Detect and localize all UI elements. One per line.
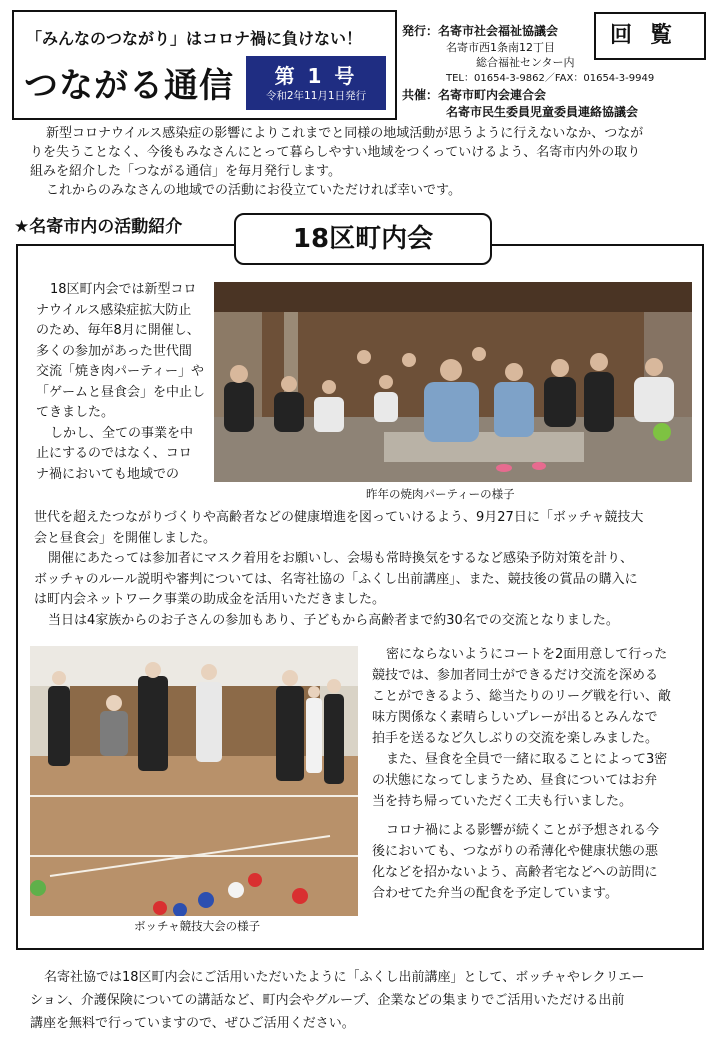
text-line: のため、毎年8月に開催し、 (36, 323, 200, 338)
text-line: 後においても、つながりの希薄化や健康状態の悪 (372, 844, 659, 859)
issuer-name: 名寄市社会福祉協議会 (438, 24, 559, 38)
bbq-party-illustration (214, 282, 692, 482)
text-line: 交流「焼き肉パーティー」や (36, 364, 204, 379)
intro-line-1: 新型コロナウイルス感染症の影響によりこれまでと同様の地域活動が思うように行えないなか、つなが (46, 126, 644, 141)
slogan: 「みんなのつながり」はコロナ禍に負けない！ (26, 29, 363, 48)
cosponsor-1: 名寄市町内会連合会 (438, 88, 547, 102)
issuer-label: 発行： (402, 24, 439, 38)
phone-fax: TEL：01654-3-9862／FAX：01654-3-9949 (446, 73, 655, 84)
text-line: 止にするのではなく、コロ (36, 446, 192, 461)
text-line: 講座を無料で行っていますので、ぜひご活用ください。 (30, 1016, 355, 1031)
text-line: 拍手を送るなど久しぶりの交流を楽しみました。 (372, 731, 659, 746)
cosponsor-label: 共催： (402, 88, 439, 102)
text-line: 多くの参加があった世代間 (36, 343, 192, 359)
text-line: 当を持ち帰っていただく工夫も行いました。 (372, 794, 633, 809)
article-full-width (34, 508, 702, 631)
text-line: は町内会ネットワーク事業の助成金を活用いただきました。 (34, 592, 386, 607)
text-line: 世代を超えたつながりづくりや高齢者などの健康増進を図っていけるよう、9月27日に「ボッチャ競技大 (34, 510, 644, 525)
article-tab-title: 18区町内会 (234, 213, 492, 265)
text-line: ことができるよう、総当たりのリーグ戦を行い、敵 (372, 689, 672, 704)
address-line2: 総合福祉センター内 (476, 56, 575, 69)
text-line: てきました。 (36, 405, 115, 420)
text-line: ボッチャのルール説明や審判については、名寄社協の「ふくし出前講座」、また、競技後の賞品の購入に (34, 571, 638, 587)
text-line: ション、介護保険についての講話など、町内会やグループ、企業などの集まりでご活用いただける出前 (30, 993, 625, 1008)
newsletter-title: つながる通信 (24, 66, 234, 106)
section-heading: ★名寄市内の活動紹介 (14, 217, 183, 237)
footer-note (30, 966, 710, 1035)
issue-number: 第 1 号 (274, 64, 358, 88)
text-line: また、昼食を全員で一緒に取ることによって3密 (386, 752, 668, 767)
text-line: 競技では、参加者同士ができるだけ交流を深める (372, 668, 659, 683)
text-line: ナウイルス感染症拡大防止 (36, 302, 192, 318)
intro-line-3: 組みを紹介した「つながる通信」を毎月発行します。 (30, 164, 341, 179)
text-line: 味方関係なく素晴らしいプレーが出るとみんなで (372, 710, 658, 725)
text-line: 「ゲームと昼食会」を中止し (36, 384, 206, 400)
text-line: コロナ禍による影響が続くことが予想される今 (386, 823, 660, 838)
text-line: 密にならないようにコートを2面用意して行った (386, 647, 668, 662)
issuer-line (402, 22, 558, 39)
address-line1: 名寄市西1条南12丁目 (446, 41, 555, 54)
circulation-stamp: 回覧 (594, 12, 706, 60)
text-line: 18区町内会では新型コロ (50, 282, 197, 297)
boccia-photo (30, 646, 358, 916)
text-line: 当日は4家族からのお子さんの参加もあり、子どもから高齢者まで約30名での交流となりました。 (48, 612, 619, 628)
cosponsor-2-line (446, 103, 638, 120)
text-line: 会と昼食会」を開催しました。 (34, 530, 217, 546)
text-line: 開催にあたっては参加者にマスク着用をお願いし、会場も常時換気をするなど感染予防対策を計り、 (48, 551, 634, 566)
cosponsor-line (402, 86, 546, 103)
intro-line-4: これからのみなさんの地域での活動にお役立ていただければ幸いです。 (46, 183, 461, 198)
text-line: しかし、全ての事業を中 (50, 425, 194, 441)
text-line: ナ禍においても地域での (36, 466, 180, 482)
bbq-photo-caption: 昨年の焼肉パーティーの様子 (366, 487, 515, 501)
cosponsor-2: 名寄市民生委員児童委員連絡協議会 (446, 105, 639, 119)
bbq-party-photo (214, 282, 692, 482)
boccia-photo-caption: ボッチャ競技大会の様子 (134, 919, 261, 933)
article-column-1 (36, 280, 216, 485)
intro-line-2: りを失うことなく、今後もみなさんにとって暮らしやすい地域をつくっていけるよう、名寄市内外の取り (30, 145, 641, 160)
boccia-illustration (30, 646, 358, 916)
text-line: 名寄社協では18区町内会にご活用いただいたように「ふくし出前講座」として、ボッチャやレクリエー (44, 970, 645, 985)
text-line: の状態になってしまうため、昼食についてはお弁 (372, 773, 658, 788)
article-column-2 (372, 644, 698, 904)
issue-date: 令和2年11月1日発行 (265, 90, 367, 102)
issue-badge (246, 56, 386, 110)
text-line: 合わせてた弁当の配食を予定しています。 (372, 886, 618, 901)
text-line: 化などを招かないよう、高齢者宅などへの訪問に (372, 865, 658, 880)
